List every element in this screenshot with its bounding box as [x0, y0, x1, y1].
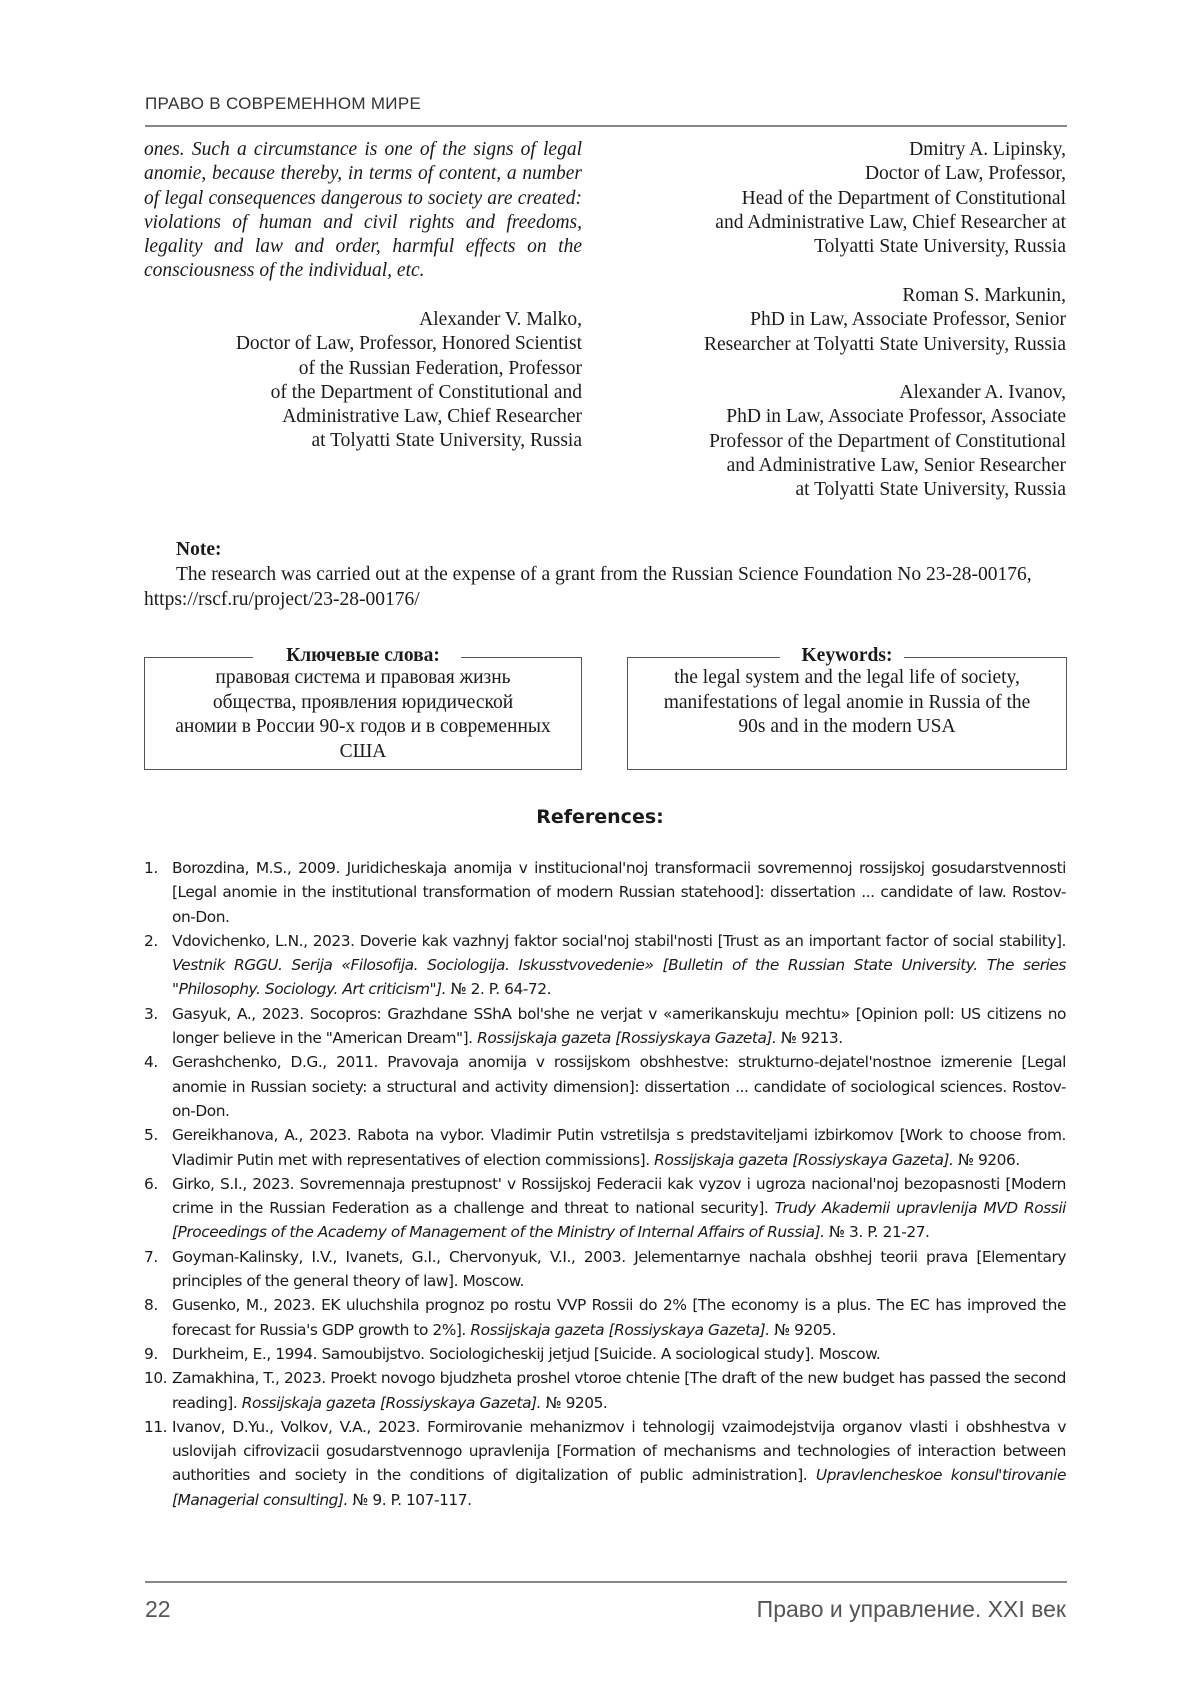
- keywords-line: США: [339, 740, 387, 762]
- keywords-box-russian: [144, 645, 582, 770]
- journal-name: Право и управление. XXI век: [756, 1596, 1066, 1622]
- keywords-list: [145, 666, 581, 764]
- author-affiliation-line: Professor of the Department of Constitutional: [709, 430, 1066, 452]
- reference-item: 5. Gereikhanova, A., 2023. Rabota na vybor. Vladimir Putin vstretilsja s predstaviteljami izbirkomov [Work to choose from. Vladimir Putin met with representatives of election commissions]. Rossijskaja gazeta [Rossiyskaya Gazeta]. № 9206.: [144, 1126, 1066, 1169]
- author-block-lipinsky: [620, 138, 1066, 259]
- page-number: 22: [145, 1596, 171, 1622]
- reference-item: 3. Gasyuk, A., 2023. Socopros: Grazhdane SShA bol'she ne verjat v «amerikanskuju mechtu» [Opinion poll: US citizens no longer believe in the "American Dream"]. Rossijskaja gazeta [Rossiyskaya Gazeta]. № 9213.: [144, 1004, 1066, 1048]
- author-name: Roman S. Markunin,: [902, 285, 1066, 306]
- author-affiliation-line: Tolyatti State University, Russia: [814, 236, 1066, 258]
- author-affiliation-line: of the Department of Constitutional and: [270, 381, 582, 403]
- reference-item: 10. Zamakhina, T., 2023. Proekt novogo bjudzheta proshel vtoroe chtenie [The draft of the new budget has passed the second reading]. Rossijskaja gazeta [Rossiyskaya Gazeta]. № 9205.: [144, 1369, 1066, 1412]
- author-affiliation-line: Doctor of Law, Professor,: [864, 163, 1066, 185]
- reference-item: 6. Girko, S.I., 2023. Sovremennaja prestupnost' v Rossijskoj Federacii kak vyzov i ugroza nacional'noj bezopasnosti [Modern crime in the Russian Federation as a challenge and threat to national security]. Trudy Akademii upravlenija MVD Rossii [Proceedings of the Academy of Management of the Ministry of Internal Affairs of Russia]. № 3. P. 21-27.: [144, 1174, 1066, 1242]
- keywords-list: [628, 666, 1066, 740]
- author-name: Alexander A. Ivanov,: [899, 382, 1066, 403]
- author-affiliation-line: Head of the Department of Constitutional: [741, 187, 1066, 209]
- reference-item: 4. Gerashchenko, D.G., 2011. Pravovaja anomija v rossijskom obshhestve: strukturno-dejatel'nostnoe izmerenie [Legal anomie in Russian society: a structural and activity dimension]: dissertation ... candidate of sociological sciences. Rostov-on-Don.: [144, 1053, 1066, 1120]
- keywords-box-english: [627, 645, 1067, 770]
- author-affiliation-line: Researcher at Tolyatti State University, Russia: [703, 333, 1066, 355]
- keywords-title: Ключевые слова:: [145, 644, 581, 669]
- author-affiliation-line: and Administrative Law, Senior Researcher: [726, 454, 1066, 476]
- keywords-line: общества, проявления юридической: [212, 691, 514, 713]
- funding-note: [144, 537, 1066, 612]
- reference-item: 7. Goyman-Kalinsky, I.V., Ivanets, G.I., Chervonyuk, V.I., 2003. Jelementarnye nachala obshhej teorii prava [Elementary principles of the general theory of law]. Moscow.: [144, 1247, 1066, 1291]
- running-head: ПРАВО В СОВРЕМЕННОМ МИРЕ: [145, 94, 422, 113]
- author-block-markunin: [620, 284, 1066, 357]
- keywords-title: Keywords:: [628, 644, 1066, 669]
- reference-item: 1. Borozdina, M.S., 2009. Juridicheskaja anomija v institucional'noj transformacii sovremennoj rossijskoj gosudarstvennosti [Legal anomie in the institutional transformation of modern Russian statehood]: dissertation ... candidate of law. Rostov-on-Don.: [144, 859, 1066, 926]
- author-affiliation-line: PhD in Law, Associate Professor, Associate: [726, 406, 1066, 428]
- reference-item: 8. Gusenko, M., 2023. EK uluchshila prognoz po rostu VVP Rossii do 2% [The economy is a plus. The EC has improved the forecast for Russia's GDP growth to 2%]. Rossijskaja gazeta [Rossiyskaya Gazeta]. № 9205.: [144, 1296, 1066, 1339]
- keywords-line: manifestations of legal anomie in Russia of the: [663, 691, 1031, 713]
- author-name: Dmitry A. Lipinsky,: [909, 139, 1066, 160]
- footer-rule: [145, 1581, 1067, 1583]
- reference-list: [144, 856, 1066, 1512]
- note-title: Note:: [176, 539, 222, 560]
- keywords-line: 90s and in the modern USA: [738, 716, 956, 737]
- author-affiliation-line: Administrative Law, Chief Researcher: [282, 406, 582, 428]
- reference-item: 2. Vdovichenko, L.N., 2023. Doverie kak vazhnyj faktor social'noj stabil'nosti [Trust as an important factor of social stability]. Vestnik RGGU. Serija «Filosofija. Sociologija. Iskusstvovedenie» [Bulletin of the Russian State University. The series "Philosophy. Sociology. Art criticism"]. № 2. P. 64-72.: [144, 931, 1066, 999]
- keywords-line: аномии в России 90-х годов и в современных: [175, 716, 551, 737]
- author-affiliation-line: of the Russian Federation, Professor: [298, 357, 582, 379]
- author-affiliation-line: PhD in Law, Associate Professor, Senior: [750, 309, 1066, 331]
- author-block-malko: [144, 308, 582, 454]
- reference-item: 11. Ivanov, D.Yu., Volkov, V.A., 2023. Formirovanie mehanizmov i tehnologij vzaimodejstvija organov vlasti i obshhestva v uslovijah cifrovizacii gosudarstvennogo upravlenija [Formation of mechanisms and technologies of interaction between authorities and society in the conditions of digitalization of public administration]. Upravlencheskoe konsul'tirovanie [Managerial consulting]. № 9. P. 107-117.: [144, 1417, 1066, 1509]
- keywords-line: the legal system and the legal life of society,: [674, 667, 1020, 688]
- reference-item: 9. Durkheim, E., 1994. Samoubijstvo. Sociologicheskij jetjud [Suicide. A sociological study]. Moscow.: [144, 1344, 881, 1363]
- author-block-ivanov: [620, 381, 1066, 502]
- author-name: Alexander V. Malko,: [419, 309, 582, 330]
- keywords-line: правовая система и правовая жизнь: [215, 667, 511, 688]
- abstract-continuation: ones. Such a circumstance is one of the signs of legal anomie, because thereby, in terms of content, a number of legal consequences dangerous to society are created: violations of human and civil rights and freedoms, legality and law and order, harmful effects on the consciousness of the individual, etc.: [144, 139, 582, 282]
- author-affiliation-line: at Tolyatti State University, Russia: [311, 430, 582, 452]
- references-title: References:: [536, 806, 664, 828]
- header-rule: [145, 125, 1067, 127]
- author-affiliation-line: and Administrative Law, Chief Researcher at: [715, 211, 1066, 233]
- note-text: The research was carried out at the expense of a grant from the Russian Science Foundation No 23-28-00176, https://rscf.ru/project/23-28-00176/: [144, 564, 1032, 610]
- author-affiliation-line: at Tolyatti State University, Russia: [795, 479, 1066, 501]
- author-affiliation-line: Doctor of Law, Professor, Honored Scientist: [235, 333, 582, 355]
